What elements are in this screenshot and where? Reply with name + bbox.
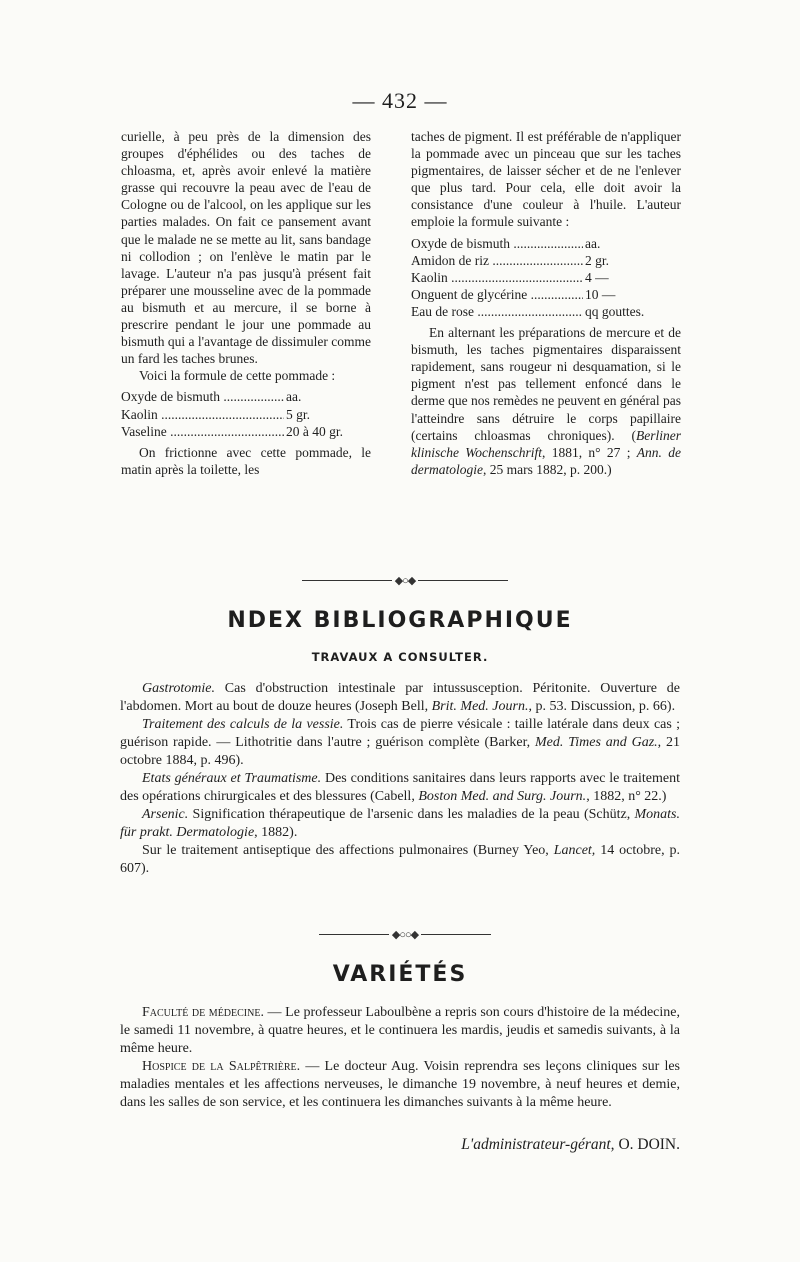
formula-quantity: aa.	[585, 235, 601, 251]
formula-ingredient: Vaseline .....	[121, 423, 284, 440]
formula-ingredient: Oxyde de bismuth .....	[411, 235, 583, 252]
signature	[340, 1136, 680, 1154]
journal-citation: Ann. de dermatologie	[411, 444, 681, 477]
entry-text: Sur le traitement antiseptique des affections pulmonaires (Burney Yeo,	[142, 843, 554, 858]
right-paragraph-1: taches de pigment. Il est préférable de n'appliquer la pommade avec un pinceau que sur les taches pigmentaires, de laisser sécher et de ne l'enlever que plus tard. Pour cela, elle doit avoir la consistance d'une couleur à l'huile. L'auteur emploie la formule suivante :	[411, 129, 681, 230]
entry-text: Signification thérapeutique de l'arsenic dans les maladies de la peau (Schütz,	[188, 807, 635, 822]
formula-right	[411, 235, 681, 320]
entry-source: Lancet,	[553, 843, 596, 858]
entry-ref: , 1882, n° 22.)	[586, 789, 667, 804]
formula-quantity: 20 à 40 gr.	[286, 423, 343, 439]
varietes-paragraph	[120, 1004, 680, 1058]
index-subtitle: TRAVAUX A CONSULTER.	[311, 650, 489, 664]
formula-ingredient: Kaolin .....	[121, 406, 284, 423]
formula-quantity: 5 gr.	[286, 406, 311, 422]
signature-role: L'administrateur-gérant,	[461, 1136, 615, 1153]
formula-row	[121, 406, 371, 423]
entry-heading: Etats généraux et Traumatisme.	[142, 771, 322, 786]
entry-text: Trois cas de pierre vésicale : taille latérale dans deux cas ; guérison rapide. — Lithotritie dans l'autre ; guérison complète (Barker,	[120, 717, 680, 750]
formula-row	[121, 423, 371, 440]
formula-quantity: 2 gr.	[585, 252, 610, 268]
formula-row	[411, 235, 681, 252]
paragraph-text: — Le professeur Laboulbène a repris son cours d'histoire de la médecine, le samedi 11 novembre, à quatre heures, et le continuera les mardis, jeudis et samedis suivants, à la même heure.	[120, 1005, 680, 1056]
formula-left	[121, 388, 371, 439]
formula-ingredient: Oxyde de bismuth .....	[121, 388, 284, 405]
formula-row	[411, 303, 681, 320]
varietes-title: VARIÉTÉS	[332, 962, 468, 987]
formula-quantity: 4 —	[585, 269, 609, 285]
page-number: — 432 —	[352, 88, 448, 113]
index-entry	[120, 680, 680, 716]
ornament-divider: ◆○○◆	[300, 926, 510, 941]
formula-ingredient: Onguent de glycérine .....	[411, 286, 583, 303]
ornament-divider: ◆○◆	[300, 572, 510, 587]
varietes-paragraph	[120, 1058, 680, 1112]
index-entry	[120, 806, 680, 842]
left-paragraph-2: Voici la formule de cette pommade :	[139, 368, 336, 384]
index-entry	[120, 842, 680, 878]
right-column	[411, 128, 681, 478]
index-entry	[120, 770, 680, 806]
formula-quantity: aa.	[286, 389, 302, 405]
formula-quantity: 10 —	[585, 286, 616, 302]
entry-heading: Gastrotomie.	[142, 681, 215, 696]
formula-ingredient: Eau de rose .....	[411, 303, 583, 320]
entry-ref: , 21 octobre 1884, p. 496).	[120, 735, 680, 768]
signature-name: O. DOIN.	[614, 1136, 680, 1153]
right-paragraph-2-text: En alternant les préparations de mercure et de bismuth, les taches pigmentaires disparaissent rapidement, sans rougeur ni desquamation, si le pigment n'est pas tellement enfoncé dans le derme que nos remèdes ne peuvent en général pas l'atteindre sans détruire le corps papillaire (certains chloasmas chroniques). (	[411, 325, 681, 443]
formula-row	[411, 286, 681, 303]
entry-text: Des conditions sanitaires dans leurs rapports avec le traitement des opérations chirurgicales et des blessures (Cabell,	[120, 771, 680, 804]
citation-date: , 25 mars 1882, p. 200.)	[483, 461, 612, 477]
varietes-body	[120, 1004, 680, 1112]
entry-source: Monats. für prakt. Dermatologie	[120, 807, 680, 840]
entry-ref: 14 octobre, p. 607).	[120, 843, 680, 876]
entry-ref: , p. 53. Discussion, p. 66).	[528, 699, 676, 714]
entry-ref: , 1882).	[254, 825, 298, 840]
formula-ingredient: Amidon de riz .....	[411, 252, 583, 269]
formula-row	[411, 269, 681, 286]
formula-ingredient: Kaolin .....	[411, 269, 583, 286]
journal-citation: Berliner klinische Wochenschrift	[411, 427, 681, 460]
paragraph-heading: Hospice de la Salpêtrière.	[142, 1059, 301, 1074]
formula-quantity: qq gouttes.	[585, 303, 645, 319]
entry-source: Med. Times and Gaz.	[535, 735, 658, 750]
entry-source: Boston Med. and Surg. Journ.	[418, 789, 587, 804]
entry-heading: Arsenic.	[142, 807, 189, 822]
entry-heading: Traitement des calculs de la vessie.	[142, 717, 344, 732]
right-paragraph-2	[411, 324, 681, 478]
paragraph-text: — Le docteur Aug. Voisin reprendra ses leçons cliniques sur les maladies mentales et les affections nerveuses, le dimanche 19 novembre, à neuf heures et demie, dans les salles de son service, et les continuera les dimanches suivants à la même heure.	[120, 1059, 680, 1110]
paragraph-heading: Faculté de médecine.	[142, 1005, 264, 1020]
index-entries	[120, 680, 680, 878]
formula-row	[121, 388, 371, 405]
entry-source: Brit. Med. Journ.	[431, 699, 529, 714]
left-paragraph-3: On frictionne avec cette pommade, le matin après la toilette, les	[121, 444, 371, 477]
index-entry	[120, 716, 680, 770]
entry-text: Cas d'obstruction intestinale par intussusception. Péritonite. Ouverture de l'abdomen. Mort au bout de douze heures (Joseph Bell,	[120, 681, 680, 714]
left-column	[121, 128, 371, 478]
left-paragraph-1: curielle, à peu près de la dimension des groupes d'éphélides ou des taches de chloasma, et, après avoir enlevé la matière grasse qui recouvre la peau avec de l'eau de Cologne ou de l'alcool, on les applique sur les parties malades. On fait ce pansement avant que le malade ne se mette au lit, sans bandage ni collodion ; on l'enlève le matin par le lavage. L'auteur n'a pas jusqu'à présent fait préparer une mousseline avec de la pommade au bismuth et au mercure, il se borne à prescrire pendant le jour une pommade au bismuth qui a l'avantage de dissimuler comme un fard les taches brunes.	[121, 129, 371, 367]
formula-row	[411, 252, 681, 269]
citation-number: , 1881, n° 27 ;	[542, 444, 637, 460]
index-title: NDEX BIBLIOGRAPHIQUE	[227, 608, 573, 633]
